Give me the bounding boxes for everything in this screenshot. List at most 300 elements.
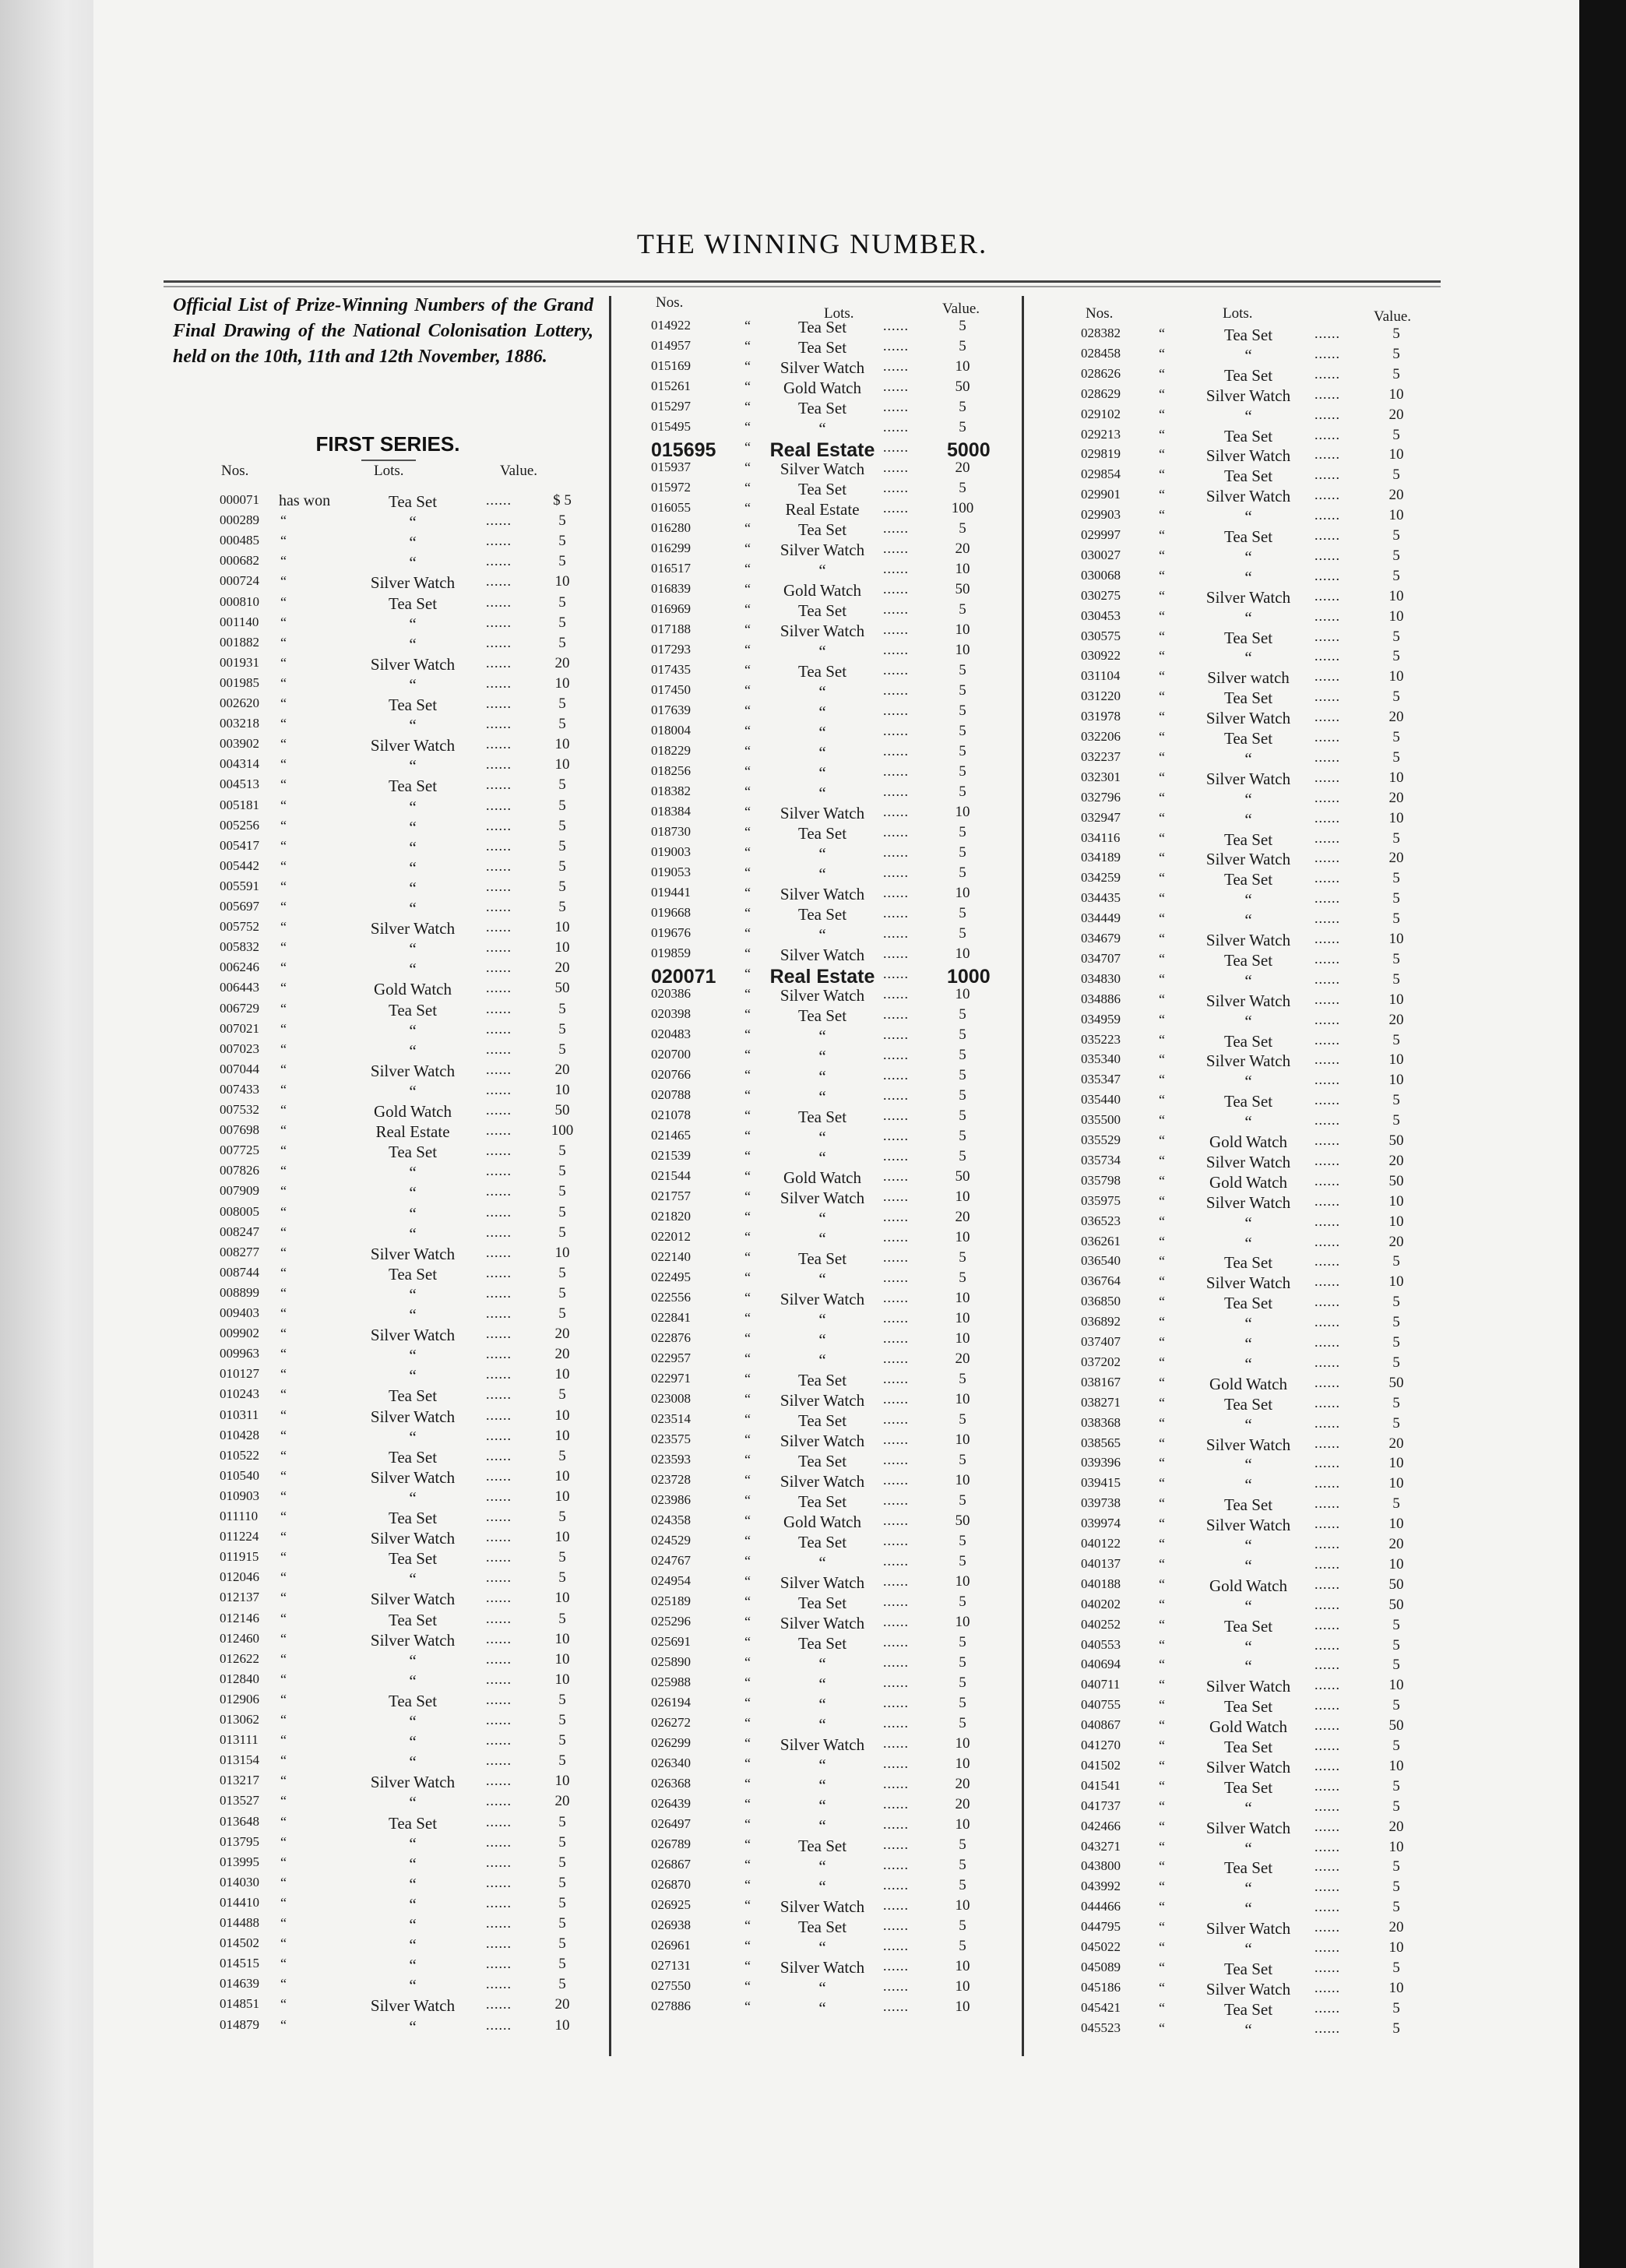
prize-value: 50 (1388, 1596, 1404, 1613)
prize-lot: Tea Set (1223, 1031, 1273, 1051)
prize-lot: Silver Watch (780, 541, 865, 559)
ditto-mark: “ (1159, 365, 1165, 382)
leader-dots: ...... (883, 358, 909, 374)
ditto-mark: “ (744, 1877, 751, 1893)
ditto-mark: “ (1159, 1475, 1165, 1491)
prize-lot: Tea Set (1223, 870, 1273, 889)
prize-lot: Tea Set (388, 1691, 438, 1710)
leader-dots: ...... (883, 1371, 909, 1386)
leader-dots: ...... (1315, 1536, 1340, 1551)
leader-dots: ...... (486, 1752, 512, 1769)
prize-lot: Silver Watch (1205, 709, 1291, 728)
leader-dots: ...... (883, 763, 909, 779)
winning-number: 016280 (651, 520, 691, 535)
ditto-mark: “ (280, 1143, 287, 1159)
prize-value: 10 (1388, 668, 1404, 685)
ditto-mark: “ (1159, 950, 1165, 967)
leader-dots: ...... (1315, 729, 1340, 745)
ditto-mark: “ (280, 1752, 287, 1769)
prize-value: 50 (1388, 1717, 1404, 1734)
winning-number: 038167 (1081, 1374, 1121, 1389)
prize-lot: Gold Watch (783, 1168, 861, 1187)
ditto-mark: “ (744, 1189, 751, 1204)
ditto-mark: “ (1159, 668, 1165, 685)
winning-number: 028626 (1081, 365, 1121, 381)
prize-value: 5 (1392, 345, 1400, 362)
winning-number: 006729 (220, 1000, 259, 1016)
winning-number: 018382 (651, 784, 691, 798)
prize-value: 5 (558, 1163, 566, 1180)
prize-value: 10 (1388, 1555, 1404, 1572)
leader-dots: ...... (1315, 769, 1340, 785)
ditto-mark: “ (1159, 1616, 1165, 1632)
prize-value: 5 (1392, 648, 1400, 665)
winning-number: 032796 (1081, 789, 1121, 805)
prize-value: 50 (955, 1513, 970, 1529)
leader-dots: ...... (1315, 1213, 1340, 1229)
leader-dots: ...... (1315, 567, 1340, 583)
prize-lot: “ (818, 1816, 826, 1835)
ditto-mark: “ (280, 1569, 287, 1586)
prize-lot: Tea Set (388, 1509, 438, 1527)
leader-dots: ...... (486, 1102, 512, 1118)
winning-number: 003902 (220, 736, 259, 752)
prize-value: 5 (1392, 970, 1400, 988)
ditto-mark: “ (744, 318, 751, 333)
ditto-mark: “ (280, 1956, 287, 1972)
leader-dots: ...... (883, 1837, 909, 1852)
winning-number: 009403 (220, 1305, 259, 1320)
prize-value: 5 (1392, 426, 1400, 443)
prize-lot: “ (1244, 1636, 1252, 1656)
ditto-mark: “ (280, 1935, 287, 1952)
leader-dots: ...... (1315, 1636, 1340, 1653)
leader-dots: ...... (486, 1183, 512, 1199)
winning-number: 000682 (220, 553, 259, 569)
winning-number: 019441 (651, 885, 691, 900)
leader-dots: ...... (883, 379, 909, 394)
prize-value: 10 (955, 1958, 970, 1974)
prize-lot: Tea Set (1223, 365, 1273, 385)
prize-value: 5 (558, 1752, 566, 1770)
prize-value: 5 (1392, 1738, 1400, 1754)
winning-number: 015695 (651, 439, 716, 461)
prize-value: 5 (959, 682, 966, 699)
prize-value: 5 (959, 1371, 966, 1387)
prize-value: 5 (959, 1715, 966, 1731)
ditto-mark: “ (280, 696, 287, 711)
prize-lot: Tea Set (797, 1837, 847, 1855)
winning-number: 043800 (1081, 1858, 1121, 1874)
leader-dots: ...... (1315, 487, 1340, 503)
prize-value: 5 (1392, 1112, 1400, 1129)
leader-dots: ...... (883, 1654, 909, 1670)
prize-value: 10 (554, 1488, 570, 1505)
prize-value: 5 (959, 520, 966, 537)
winning-number: 007023 (220, 1041, 259, 1056)
leader-dots: ...... (883, 1553, 909, 1569)
series-title: FIRST SERIES. (315, 432, 460, 456)
ditto-mark: “ (744, 986, 751, 1002)
ditto-mark: “ (1159, 1273, 1165, 1290)
winning-number: 010127 (220, 1366, 259, 1382)
ditto-mark: “ (280, 1671, 287, 1687)
prize-lot: “ (409, 858, 417, 877)
ditto-mark: “ (744, 1411, 751, 1427)
prize-value: 50 (1388, 1132, 1404, 1149)
prize-value: 10 (955, 1189, 970, 1205)
ditto-mark: “ (744, 500, 751, 516)
ditto-mark: “ (1159, 1233, 1165, 1249)
leader-dots: ...... (486, 1793, 512, 1809)
ditto-mark: “ (744, 480, 751, 495)
prize-value: 5 (558, 1000, 566, 1017)
ditto-mark: “ (744, 1310, 751, 1326)
winning-number: 021078 (651, 1108, 691, 1122)
winning-number: 007044 (220, 1061, 259, 1076)
leader-dots: ...... (1315, 1314, 1340, 1330)
leader-dots: ...... (883, 1189, 909, 1204)
prize-value: 5 (558, 1712, 566, 1728)
ditto-mark: “ (744, 1128, 751, 1143)
prize-value: 5 (558, 1183, 566, 1200)
prize-lot: “ (818, 1087, 826, 1106)
leader-dots: ...... (486, 1874, 512, 1890)
intro-heading: Official List of Prize-Winning Numbers of the Grand Final Drawing of the National Colonisation Lottery, held on the 10th, 11th and 12th November, 1886. (173, 295, 593, 367)
prize-lot: “ (409, 1020, 417, 1040)
leader-dots: ...... (883, 1432, 909, 1447)
winning-number: 006443 (220, 980, 259, 995)
prize-lot: “ (818, 1148, 826, 1167)
ditto-mark: “ (280, 1102, 287, 1118)
leader-dots: ...... (486, 1996, 512, 2013)
leader-dots: ...... (486, 533, 512, 549)
leader-dots: ...... (1315, 1414, 1340, 1431)
ditto-mark: “ (744, 1735, 751, 1751)
winning-number: 031220 (1081, 688, 1121, 704)
prize-value: 5 (1392, 890, 1400, 907)
prize-lot: “ (818, 1310, 826, 1329)
leader-dots: ...... (486, 1509, 512, 1524)
prize-lot: Tea Set (388, 696, 438, 714)
leader-dots: ...... (1315, 326, 1340, 341)
winning-number: 018384 (651, 804, 691, 819)
leader-dots: ...... (486, 614, 512, 630)
winning-number: 038368 (1081, 1414, 1121, 1430)
leader-dots: ...... (1315, 1132, 1340, 1148)
prize-value: 5 (1392, 1697, 1400, 1714)
winning-number: 022495 (651, 1270, 691, 1284)
leader-dots: ...... (883, 1918, 909, 1933)
ditto-mark: “ (1159, 1555, 1165, 1572)
prize-lot: “ (1244, 345, 1252, 364)
winning-number: 016969 (651, 601, 691, 616)
prize-lot: Silver Watch (780, 1189, 865, 1207)
prize-value: 5 (959, 480, 966, 496)
leader-dots: ...... (1315, 2020, 1340, 2036)
prize-lot: Silver Watch (780, 1391, 865, 1410)
leader-dots: ...... (883, 399, 909, 414)
leader-dots: ...... (486, 696, 512, 711)
prize-lot: Tea Set (1223, 467, 1273, 486)
prize-value: 5 (558, 1569, 566, 1587)
leader-dots: ...... (1315, 1555, 1340, 1572)
ditto-mark: “ (1159, 1959, 1165, 1975)
prize-value: 10 (955, 642, 970, 658)
prize-value: 5 (1392, 1798, 1400, 1815)
ditto-mark: “ (280, 756, 287, 773)
prize-lot: Silver Watch (370, 1244, 456, 1263)
prize-value: 5000 (947, 439, 991, 461)
prize-lot: “ (818, 723, 826, 741)
prize-value: 50 (1388, 1172, 1404, 1189)
winning-number: 014410 (220, 1894, 259, 1910)
leader-dots: ...... (1315, 970, 1340, 987)
leader-dots: ...... (486, 1671, 512, 1687)
winning-number: 011915 (220, 1549, 259, 1565)
prize-value: 10 (955, 1735, 970, 1752)
leader-dots: ...... (486, 1956, 512, 1972)
leader-dots: ...... (1315, 467, 1340, 483)
leader-dots: ...... (883, 500, 909, 516)
leader-dots: ...... (1315, 628, 1340, 644)
winning-number: 044466 (1081, 1899, 1121, 1914)
leader-dots: ...... (883, 1877, 909, 1893)
leader-dots: ...... (883, 1756, 909, 1771)
ditto-mark: “ (1159, 2020, 1165, 2036)
winning-number: 026867 (651, 1857, 691, 1872)
ditto-mark: “ (280, 1630, 287, 1646)
prize-value: 10 (955, 358, 970, 375)
leader-dots: ...... (486, 1244, 512, 1260)
ditto-mark: “ (1159, 1354, 1165, 1370)
leader-dots: ...... (486, 837, 512, 854)
winning-number: 012137 (220, 1590, 259, 1605)
prize-value: 5 (1392, 829, 1400, 847)
winning-number: 000289 (220, 512, 259, 528)
leader-dots: ...... (486, 1590, 512, 1606)
prize-lot: Tea Set (1223, 1092, 1273, 1111)
prize-value: 10 (1388, 1072, 1404, 1089)
prize-value: 5 (558, 553, 566, 570)
leader-dots: ...... (1315, 1818, 1340, 1834)
winning-number: 012146 (220, 1610, 259, 1625)
prize-value: 10 (955, 1816, 970, 1833)
leader-dots: ...... (486, 1894, 512, 1911)
prize-value: 5 (1392, 1636, 1400, 1653)
winning-number: 040188 (1081, 1576, 1121, 1591)
winning-number: 002620 (220, 696, 259, 710)
winning-number: 003218 (220, 716, 259, 731)
prize-value: 10 (554, 1590, 570, 1607)
winning-number: 024358 (651, 1513, 691, 1527)
prize-value: 5 (1392, 1495, 1400, 1513)
leader-dots: ...... (486, 1224, 512, 1240)
prize-lot: Tea Set (797, 318, 847, 336)
ditto-mark: “ (744, 1108, 751, 1123)
ditto-mark: “ (744, 1695, 751, 1710)
prize-lot: “ (409, 716, 417, 735)
ditto-mark: “ (1159, 1777, 1165, 1794)
winning-number: 017639 (651, 703, 691, 717)
winning-number: 017293 (651, 642, 691, 657)
winning-number: 020386 (651, 986, 691, 1001)
prize-lot: Tea Set (1223, 688, 1273, 708)
prize-lot: “ (1244, 1233, 1252, 1252)
leader-dots: ...... (486, 1447, 512, 1463)
prize-value: 5 (959, 1918, 966, 1934)
ditto-mark: “ (744, 379, 751, 394)
prize-value: 10 (1388, 1051, 1404, 1069)
prize-value: 10 (955, 1330, 970, 1347)
ditto-mark: “ (280, 1203, 287, 1220)
prize-value: 20 (1388, 1011, 1404, 1028)
lots-header: Lots. (374, 463, 404, 479)
prize-lot: Gold Watch (374, 1102, 452, 1121)
prize-value: 5 (558, 1386, 566, 1403)
winning-number: 037202 (1081, 1354, 1121, 1369)
prize-lot: “ (1244, 1354, 1252, 1373)
winning-number: 016055 (651, 500, 691, 515)
winning-number: 014515 (220, 1956, 259, 1971)
prize-lot: “ (818, 1654, 826, 1673)
winning-number: 029901 (1081, 487, 1121, 502)
winning-number: 034707 (1081, 950, 1121, 966)
leader-dots: ...... (486, 919, 512, 935)
leader-dots: ...... (883, 703, 909, 718)
winning-number: 034259 (1081, 870, 1121, 886)
winning-number: 005697 (220, 899, 259, 914)
ditto-mark: “ (280, 614, 287, 630)
prize-lot: Silver Watch (370, 919, 456, 939)
leader-dots: ...... (486, 492, 512, 508)
ditto-mark: “ (280, 817, 287, 833)
prize-lot: “ (818, 1857, 826, 1875)
prize-lot: Silver Watch (1205, 1677, 1291, 1696)
ditto-mark: “ (280, 573, 287, 590)
winning-number: 026925 (651, 1897, 691, 1912)
winning-number: 030922 (1081, 648, 1121, 664)
winning-number: 040202 (1081, 1596, 1121, 1611)
prize-value: 5 (959, 1634, 966, 1650)
prize-value: 10 (554, 939, 570, 956)
leader-dots: ...... (883, 723, 909, 738)
prize-lot: Gold Watch (783, 379, 861, 397)
winning-number: 025691 (651, 1634, 691, 1649)
leader-dots: ...... (883, 1614, 909, 1629)
leader-dots: ...... (1315, 1879, 1340, 1895)
ditto-mark: “ (1159, 1294, 1165, 1310)
leader-dots: ...... (883, 1999, 909, 2014)
winning-number: 016839 (651, 581, 691, 596)
ditto-mark: “ (744, 1573, 751, 1589)
prize-value: 10 (554, 674, 570, 692)
prize-lot: Silver Watch (370, 736, 456, 755)
prize-lot: Tea Set (388, 1549, 438, 1569)
prize-lot: “ (409, 1976, 417, 1995)
leader-dots: ...... (883, 1533, 909, 1548)
leader-dots: ...... (486, 716, 512, 732)
leader-dots: ...... (1315, 1031, 1340, 1048)
winning-number: 027886 (651, 1999, 691, 2013)
prize-value: 5 (558, 777, 566, 794)
ditto-mark: “ (744, 1553, 751, 1569)
leader-dots: ...... (1315, 1717, 1340, 1734)
prize-value: 10 (955, 804, 970, 820)
ditto-mark: “ (744, 1330, 751, 1346)
leader-dots: ...... (486, 1081, 512, 1097)
leader-dots: ...... (1315, 890, 1340, 907)
leader-dots: ...... (883, 1452, 909, 1467)
prize-lot: “ (1244, 1939, 1252, 1958)
ditto-mark: “ (744, 784, 751, 799)
winning-number: 023593 (651, 1452, 691, 1467)
winning-number: 035347 (1081, 1072, 1121, 1087)
prize-lot: Silver Watch (1205, 1516, 1291, 1535)
prize-lot: Silver Watch (370, 1326, 456, 1345)
prize-value: 5 (558, 1691, 566, 1708)
prize-value: 5 (558, 797, 566, 814)
ditto-mark: “ (1159, 970, 1165, 987)
prize-value: 20 (1388, 1233, 1404, 1250)
prize-value: 5 (1392, 1394, 1400, 1411)
winning-number: 025296 (651, 1614, 691, 1629)
winning-number: 011110 (220, 1509, 259, 1523)
prize-lot: Tea Set (1223, 1738, 1273, 1756)
winning-number: 015972 (651, 480, 691, 495)
ditto-mark: “ (744, 1249, 751, 1265)
prize-value: 5 (959, 1047, 966, 1063)
prize-value: 50 (554, 980, 570, 997)
winning-number: 034886 (1081, 991, 1121, 1006)
prize-lot: Silver Watch (370, 654, 456, 674)
winning-number: 020788 (651, 1087, 691, 1102)
ditto-mark: “ (280, 1833, 287, 1850)
ditto-mark: “ (280, 593, 287, 610)
prize-lot: Tea Set (1223, 1495, 1273, 1515)
prize-value: 20 (955, 1351, 970, 1367)
prize-value: 5 (558, 878, 566, 895)
winning-number: 041737 (1081, 1798, 1121, 1813)
prize-value: 5 (1392, 1616, 1400, 1633)
prize-value: 5 (959, 784, 966, 800)
winning-number: 034449 (1081, 910, 1121, 926)
prize-value: 5 (1392, 1999, 1400, 2016)
winning-number: 035975 (1081, 1192, 1121, 1208)
leader-dots: ...... (486, 1712, 512, 1727)
leader-dots: ...... (883, 1047, 909, 1062)
prize-value: 5 (959, 338, 966, 354)
prize-value: 5 (558, 512, 566, 530)
winning-number: 013995 (220, 1854, 259, 1869)
prize-value: 10 (955, 1978, 970, 1995)
prize-lot: “ (409, 1305, 417, 1324)
leader-dots: ...... (883, 1695, 909, 1710)
ditto-mark: “ (744, 804, 751, 819)
winning-number: 014639 (220, 1976, 259, 1992)
leader-dots: ...... (883, 966, 909, 981)
winning-number: 007725 (220, 1143, 259, 1158)
prize-value: 10 (955, 986, 970, 1002)
ditto-mark: “ (744, 642, 751, 657)
winning-number: 013154 (220, 1752, 259, 1768)
winning-number: 019676 (651, 925, 691, 940)
prize-lot: Silver Watch (370, 1996, 456, 2016)
prize-lot: “ (1244, 1838, 1252, 1858)
leader-dots: ...... (1315, 870, 1340, 886)
prize-value: 5 (558, 1610, 566, 1627)
leader-dots: ...... (883, 642, 909, 657)
